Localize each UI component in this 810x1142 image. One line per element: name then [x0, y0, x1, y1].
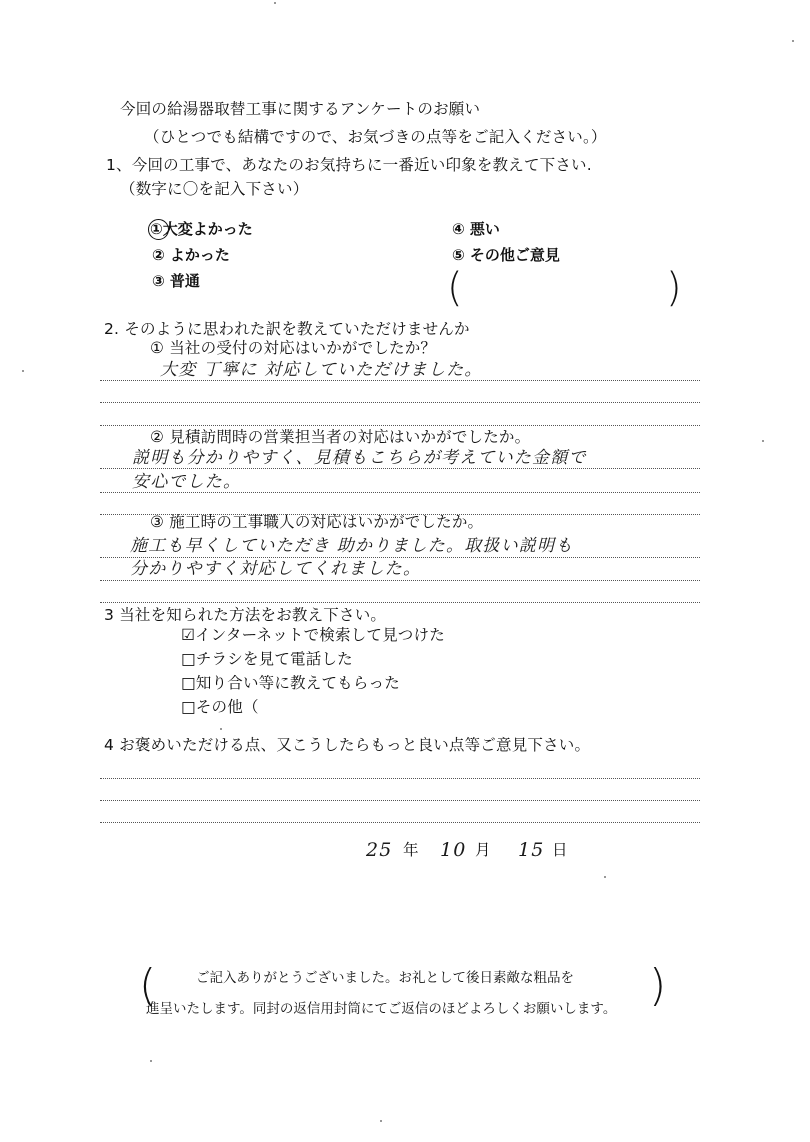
date-year-unit: 年 — [403, 841, 419, 859]
q1-instruction: （数字に〇を記入下さい） — [120, 180, 309, 198]
answer-rule — [100, 380, 700, 381]
q3-option-flyer[interactable]: □チラシを見て電話した — [181, 650, 353, 668]
date-month-value[interactable]: 10 — [440, 839, 467, 861]
footer-line-2: 進呈いたします。同封の返信用封筒にてご返信のほどよろしくお願いします。 — [146, 1001, 617, 1017]
answer-rule — [100, 800, 700, 801]
scan-speck — [220, 728, 222, 730]
q1-question: 1、今回の工事で、あなたのお気持ちに一番近い印象を教えて下さい. — [106, 156, 592, 174]
answer-rule — [100, 580, 700, 581]
q2-sub2-answer-line-2[interactable]: 安心でした。 — [132, 472, 242, 492]
date-day-unit: 日 — [552, 841, 568, 859]
q1-option-4[interactable]: ④ 悪い — [452, 220, 500, 238]
q3-question: 3 当社を知られた方法をお教え下さい。 — [104, 606, 387, 624]
q1-open-paren: ( — [447, 265, 463, 311]
form-subtitle: （ひとつでも結構ですので、お気づきの点等をご記入ください。） — [144, 128, 607, 146]
answer-rule — [100, 468, 700, 469]
scan-speck — [274, 2, 276, 4]
footer-left-bracket: ( — [139, 960, 157, 1011]
q2-sub1-label: ① 当社の受付の対応はいかがでしたか？ — [150, 339, 437, 357]
q3-option-acquaintance[interactable]: □知り合い等に教えてもらった — [181, 674, 400, 692]
answer-rule — [100, 492, 700, 493]
q2-sub2-label: ② 見積訪問時の営業担当者の対応はいかがでしたか。 — [150, 428, 531, 446]
date-day-value[interactable]: 15 — [518, 839, 545, 861]
q2-sub3-answer-line-2[interactable]: 分かりやすく対応してくれました。 — [130, 559, 422, 579]
q1-close-paren: ) — [666, 265, 682, 311]
date-year-value[interactable]: 25 — [366, 839, 393, 861]
answer-rule — [100, 602, 700, 603]
answer-rule — [100, 425, 700, 426]
scan-speck — [380, 1120, 382, 1122]
footer-line-1: ご記入ありがとうございました。お礼として後日素敵な粗品を — [196, 970, 574, 986]
q3-option-internet[interactable]: ☑インターネットで検索して見つけた — [181, 626, 445, 644]
q4-question: 4 お褒めいただける点、又こうしたらもっと良い点等ご意見下さい。 — [104, 736, 591, 754]
q2-sub2-answer-line-1[interactable]: 説明も分かりやすく、見積もこちらが考えていた金額で — [132, 448, 587, 468]
answer-rule — [100, 822, 700, 823]
q1-option-1[interactable]: ①大変よかった — [150, 220, 253, 238]
scan-speck — [762, 440, 764, 442]
scan-speck — [604, 876, 606, 878]
answer-rule — [100, 778, 700, 779]
scan-speck — [150, 1060, 152, 1062]
q2-question: 2. そのように思われた訳を教えていただけませんか — [104, 320, 470, 338]
form-title: 今回の給湯器取替工事に関するアンケートのお願い — [120, 100, 481, 118]
q2-sub3-answer-line-1[interactable]: 施工も早くしていただき 助かりました。取扱い説明も — [130, 536, 574, 556]
footer-right-bracket: ) — [649, 960, 667, 1011]
q2-sub1-answer-line-1[interactable]: 大変 丁寧に 対応していただけました。 — [160, 360, 483, 380]
answer-rule — [100, 557, 700, 558]
q3-option-other[interactable]: □その他（ — [181, 698, 259, 716]
q1-option-3[interactable]: ③ 普通 — [152, 272, 200, 290]
scan-speck — [792, 40, 794, 42]
answer-rule — [100, 402, 700, 403]
scan-speck — [22, 370, 24, 372]
q1-option-2[interactable]: ② よかった — [152, 246, 230, 264]
date-month-unit: 月 — [475, 841, 491, 859]
q2-sub3-label: ③ 施工時の工事職人の対応はいかがでしたか。 — [150, 513, 484, 531]
q1-option-5[interactable]: ⑤ その他ご意見 — [452, 246, 560, 264]
